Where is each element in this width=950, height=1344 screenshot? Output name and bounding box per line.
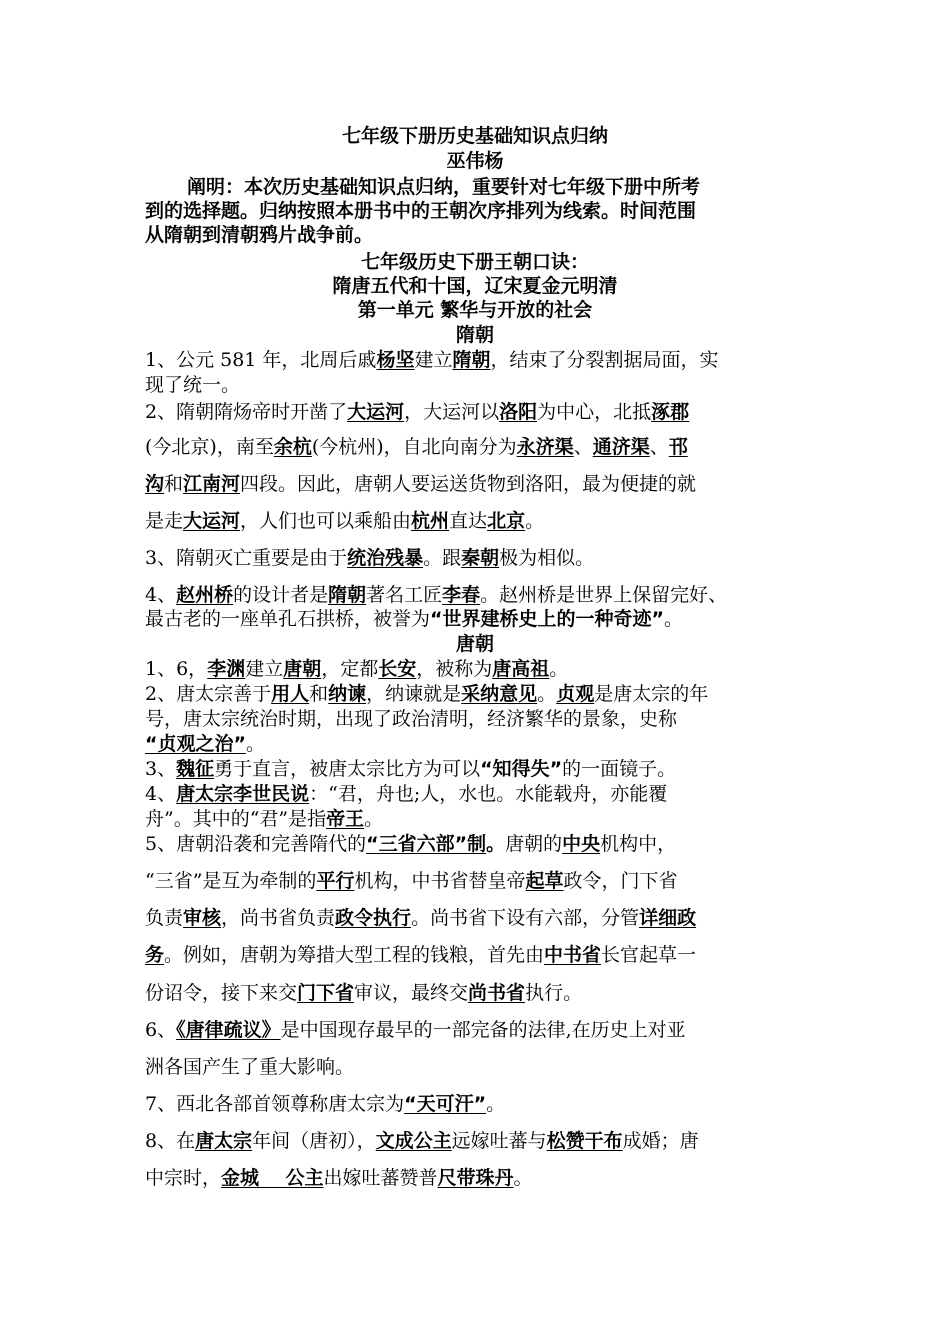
tang-item-6-line-2: 洲各国产生了重大影响。 — [145, 1056, 355, 1078]
tang-item-8-line-2: 中宗时，金城 公主出嫁吐蕃赞普尺带珠丹。 — [145, 1167, 533, 1189]
sui-item-2-line-3: 沟和江南河四段。因此，唐朝人要运送货物到洛阳，最为便捷的就 — [145, 473, 697, 495]
section-heading-tang: 唐朝 — [455, 633, 494, 655]
intro-line-3: 从隋朝到清朝鸦片战争前。 — [145, 224, 374, 246]
sui-item-1-line-2: 现了统一。 — [145, 374, 241, 396]
intro-line-1: 阐明：本次历史基础知识点归纳，重要针对七年级下册中所考 — [187, 176, 701, 198]
sui-item-2-line-2: (今北京)，南至余杭(今杭州)，自北向南分为永济渠、通济渠、邗 — [145, 436, 688, 458]
mnemonic-title: 七年级历史下册王朝口诀： — [360, 251, 589, 273]
tang-item-2-line-3: “贞观之治”。 — [145, 733, 265, 755]
tang-item-5-line-5: 份诏令，接下来交门下省审议，最终交尚书省执行。 — [145, 982, 583, 1004]
tang-item-2-line-2: 号，唐太宗统治时期，出现了政治清明，经济繁华的景象，史称 — [145, 708, 678, 730]
mnemonic-text: 隋唐五代和十国，辽宋夏金元明清 — [332, 275, 618, 297]
tang-item-1: 1、6，李渊建立唐朝，定都长安，被称为唐高祖。 — [145, 658, 569, 680]
tang-item-4-line-2: 舟”。其中的“君”是指帝王。 — [145, 808, 384, 830]
sui-item-2-line-1: 2、隋朝隋炀帝时开凿了大运河，大运河以洛阳为中心，北抵涿郡 — [145, 401, 690, 423]
tang-item-5-line-3: 负责审核，尚书省负责政令执行。尚书省下设有六部，分管详细政 — [145, 907, 697, 929]
tang-item-3: 3、魏征勇于直言，被唐太宗比方为可以“知得失”的一面镜子。 — [145, 758, 677, 780]
tang-item-5-line-2: “三省”是互为牵制的平行机构，中书省替皇帝起草政令，门下省 — [145, 870, 678, 892]
tang-item-8-line-1: 8、在唐太宗年间（唐初），文成公主远嫁吐蕃与松赞干布成婚；唐 — [145, 1130, 699, 1152]
document-title: 七年级下册历史基础知识点归纳 — [341, 125, 608, 147]
tang-item-7: 7、西北各部首领尊称唐太宗为“天可汗”。 — [145, 1093, 506, 1115]
tang-item-4-line-1: 4、唐太宗李世民说：“君，舟也;人，水也。水能载舟，亦能覆 — [145, 783, 668, 805]
unit1-title: 第一单元 繁华与开放的社会 — [357, 299, 593, 321]
tang-item-2-line-1: 2、唐太宗善于用人和纳谏，纳谏就是采纳意见。贞观是唐太宗的年 — [145, 683, 709, 705]
tang-item-5-line-1: 5、唐朝沿袭和完善隋代的“三省六部”制。唐朝的中央机构中， — [145, 833, 677, 855]
section-heading-sui: 隋朝 — [455, 324, 494, 346]
sui-item-4-line-1: 4、赵州桥的设计者是隋朝著名工匠李春。赵州桥是世界上保留完好、 — [145, 584, 728, 606]
tang-item-5-line-4: 务。例如，唐朝为筹措大型工程的钱粮，首先由中书省长官起草一 — [145, 944, 697, 966]
sui-item-4-line-2: 最古老的一座单孔石拱桥，被誉为“世界建桥史上的一种奇迹”。 — [145, 608, 684, 630]
intro-line-2: 到的选择题。归纳按照本册书中的王朝次序排列为线索。时间范围 — [145, 200, 697, 222]
tang-item-6-line-1: 6、《唐律疏议》是中国现存最早的一部完备的法律,在历史上对亚 — [145, 1019, 686, 1041]
sui-item-3: 3、隋朝灭亡重要是由于统治残暴。跟秦朝极为相似。 — [145, 547, 595, 569]
sui-item-1-line-1: 1、公元 581 年，北周后戚杨坚建立隋朝，结束了分裂割据局面，实 — [145, 349, 719, 371]
sui-item-2-line-4: 是走大运河，人们也可以乘船由杭州直达北京。 — [145, 510, 545, 532]
document-author: 巫伟杨 — [446, 150, 504, 172]
